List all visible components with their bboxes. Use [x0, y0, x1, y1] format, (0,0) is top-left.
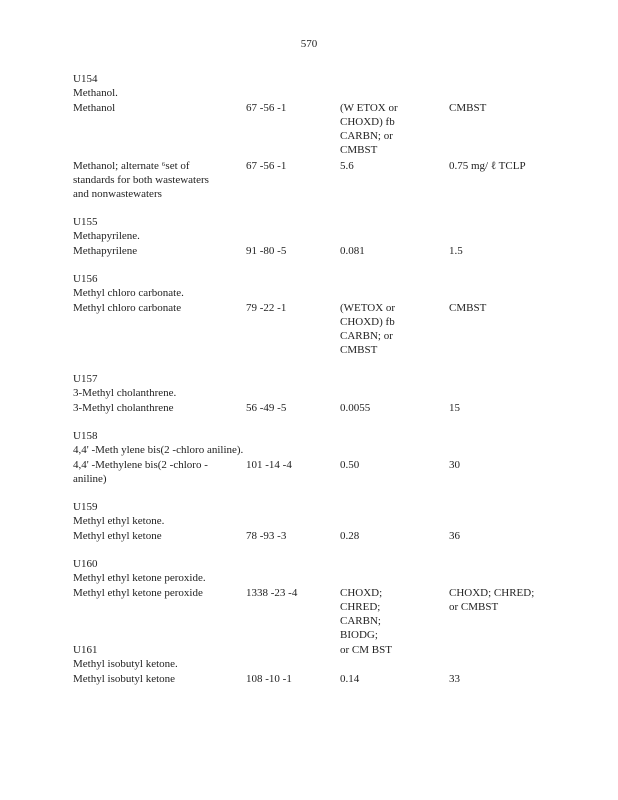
nonwastewater-standard: 33 [449, 672, 460, 685]
table-row [73, 244, 573, 259]
waste-name: Methapyrilene. [73, 230, 140, 243]
nonwastewater-standard: 30 [449, 458, 460, 471]
waste-name: Methyl ethyl ketone. [73, 515, 165, 528]
cas-number: 67 -56 -1 [246, 101, 287, 114]
waste-code: U160 [73, 558, 98, 570]
waste-code: U157 [73, 373, 98, 385]
wastewater-standard: CHOXD; CHRED; CARBN; BIODG; or CM BST [340, 586, 392, 656]
wastewater-standard: 0.0055 [340, 401, 371, 414]
waste-name: Methyl isobutyl ketone. [73, 658, 178, 671]
constituent-name: Methyl isobutyl ketone [73, 672, 176, 685]
waste-name: 4,4' -Meth ylene bis(2 -chloro aniline). [73, 444, 244, 457]
wastewater-standard: 0.14 [340, 672, 360, 685]
page-number: 570 [300, 38, 318, 50]
waste-code: U161 [73, 644, 98, 656]
constituent-name: 4,4' -Methylene bis(2 -chloro - aniline) [73, 458, 208, 485]
table-row [73, 159, 573, 203]
table-row [73, 301, 573, 359]
wastewater-standard: (W ETOX or CHOXD) fb CARBN; or CMBST [340, 101, 398, 157]
table-row [73, 529, 573, 544]
wastewater-standard: 0.28 [340, 529, 360, 542]
nonwastewater-standard: CMBST [449, 301, 487, 314]
constituent-name: Methyl ethyl ketone [73, 529, 162, 542]
constituent-name: Methapyrilene [73, 244, 138, 257]
wastewater-standard: (WETOX or CHOXD) fb CARBN; or CMBST [340, 301, 396, 357]
waste-entry-u154 [73, 72, 573, 203]
wastewater-standard: 5.6 [340, 159, 354, 172]
table-row [73, 458, 573, 487]
cas-number: 108 -10 -1 [246, 672, 292, 685]
waste-name: Methyl ethyl ketone peroxide. [73, 572, 206, 585]
table-row [73, 672, 573, 687]
waste-code: U154 [73, 73, 98, 85]
constituent-name: Methyl ethyl ketone peroxide [73, 586, 203, 599]
waste-entry-u159 [73, 500, 573, 544]
constituent-name: Methanol; alternate ⁶set of standards for both wastewaters and nonwastewaters [73, 159, 209, 201]
cas-number: 101 -14 -4 [246, 458, 292, 471]
nonwastewater-standard: CMBST [449, 101, 487, 114]
cas-number: 91 -80 -5 [246, 244, 287, 257]
waste-code: U155 [73, 216, 98, 228]
waste-entry-u156 [73, 272, 573, 359]
cas-number: 79 -22 -1 [246, 301, 287, 314]
waste-name: Methanol. [73, 87, 118, 100]
constituent-name: Methyl chloro carbonate [73, 301, 182, 314]
waste-entry-u161 [73, 643, 573, 687]
wastewater-standard: 0.081 [340, 244, 365, 257]
nonwastewater-standard: 0.75 mg/ ℓ TCLP [449, 159, 526, 172]
nonwastewater-standard: 36 [449, 529, 460, 542]
constituent-name: Methanol [73, 101, 116, 114]
constituent-name: 3-Methyl cholanthrene [73, 401, 174, 414]
waste-name: 3-Methyl cholanthrene. [73, 387, 177, 400]
cas-number: 67 -56 -1 [246, 159, 287, 172]
waste-entry-u157 [73, 372, 573, 416]
nonwastewater-standard: 1.5 [449, 244, 463, 257]
cas-number: 78 -93 -3 [246, 529, 287, 542]
wastewater-standard: 0.50 [340, 458, 360, 471]
cas-number: 1338 -23 -4 [246, 586, 298, 599]
waste-entry-u158 [73, 429, 573, 487]
waste-code: U159 [73, 501, 98, 513]
waste-code: U158 [73, 430, 98, 442]
table-row [73, 101, 573, 159]
nonwastewater-standard: CHOXD; CHRED; or CMBST [449, 586, 535, 613]
nonwastewater-standard: 15 [449, 401, 460, 414]
waste-code: U156 [73, 273, 98, 285]
cas-number: 56 -49 -5 [246, 401, 287, 414]
table-row [73, 401, 573, 416]
waste-entry-u155 [73, 215, 573, 259]
waste-name: Methyl chloro carbonate. [73, 287, 184, 300]
